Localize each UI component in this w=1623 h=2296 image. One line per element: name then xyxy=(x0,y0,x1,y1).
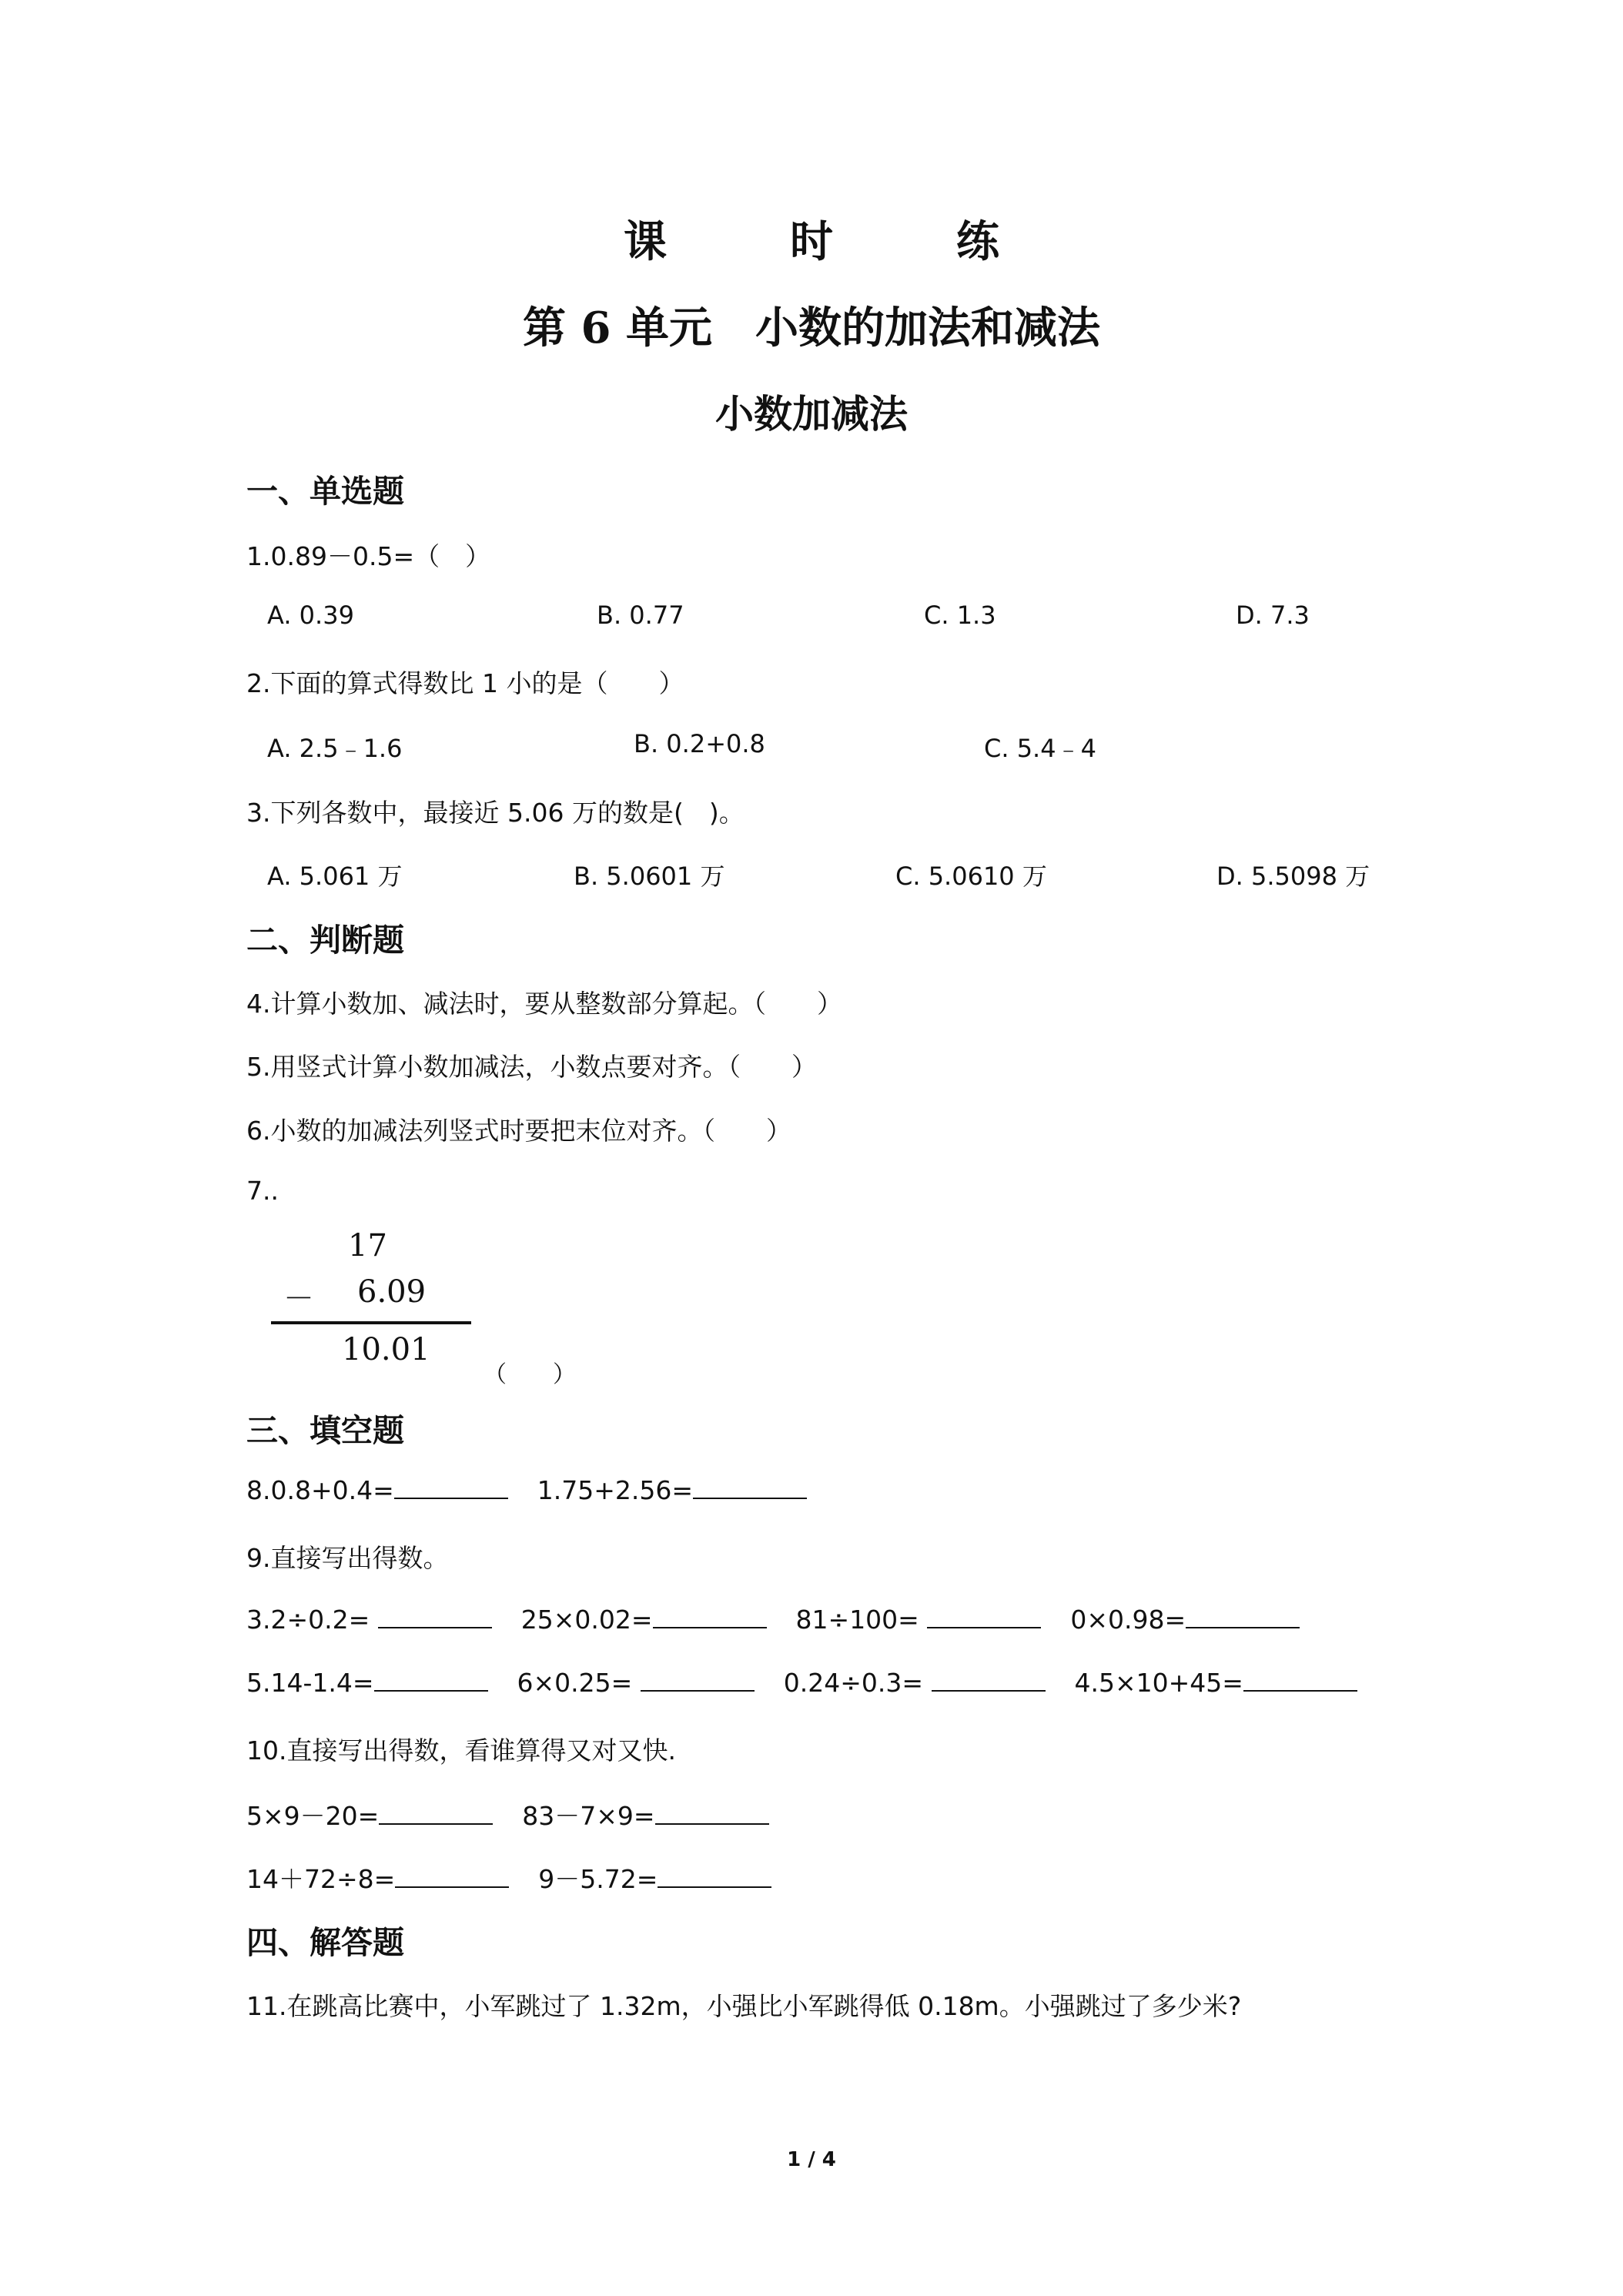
q9-expr: 25×0.02= xyxy=(520,1605,653,1635)
q2-option-c: C. 5.4﹣4 xyxy=(984,734,1096,763)
q9-expr: 3.2÷0.2= xyxy=(246,1605,378,1635)
answer-blank[interactable] xyxy=(658,1863,771,1888)
question-11: 11.在跳高比赛中，小军跳过了 1.32m，小强比小军跳得低 0.18m。小强跳过了多少米? xyxy=(246,1991,1242,2021)
answer-blank[interactable] xyxy=(655,1800,769,1825)
q10-expr: 83－7×9= xyxy=(522,1801,655,1831)
q1-option-b: B. 0.77 xyxy=(597,601,684,630)
q1-option-d: D. 7.3 xyxy=(1236,601,1310,630)
answer-blank[interactable] xyxy=(1243,1667,1357,1692)
question-7-answer-paren: （ ） xyxy=(484,1361,576,1388)
q9-expr: 0.24÷0.3= xyxy=(783,1668,932,1698)
vertical-subtrahend: 6.09 xyxy=(357,1274,427,1310)
q9-expr: 5.14-1.4= xyxy=(246,1668,374,1698)
q10-row-2 xyxy=(246,1859,771,1896)
lesson-title: 小数加减法 xyxy=(715,391,908,437)
q2-option-b: B. 0.2+0.8 xyxy=(634,729,765,758)
question-2: 2.下面的算式得数比 1 小的是（ ） xyxy=(246,668,684,698)
q3-option-d: D. 5.5098 万 xyxy=(1216,862,1370,891)
q9-expr: 6×0.25= xyxy=(517,1668,641,1698)
answer-blank[interactable] xyxy=(395,1863,509,1888)
question-5: 5.用竖式计算小数加减法，小数点要对齐。（ ） xyxy=(246,1052,817,1082)
q10-expr: 9－5.72= xyxy=(538,1864,658,1894)
vertical-divider-line xyxy=(271,1321,471,1324)
q10-row-1 xyxy=(246,1796,769,1832)
answer-blank[interactable] xyxy=(378,1604,492,1628)
q9-expr: 0×0.98= xyxy=(1070,1605,1186,1635)
answer-blank[interactable] xyxy=(927,1604,1041,1628)
q10-expr: 5×9－20= xyxy=(246,1801,380,1831)
section-heading-word-problems: 四、解答题 xyxy=(246,1924,404,1961)
vertical-minus-sign: － xyxy=(283,1281,314,1317)
q3-option-b: B. 5.0601 万 xyxy=(574,862,725,891)
question-10: 10.直接写出得数，看谁算得又对又快. xyxy=(246,1735,676,1766)
section-heading-single-choice: 一、单选题 xyxy=(246,473,404,510)
vertical-minuend: 17 xyxy=(348,1228,387,1263)
answer-blank[interactable] xyxy=(1186,1604,1300,1628)
answer-blank[interactable] xyxy=(693,1474,807,1499)
q10-expr: 14＋72÷8= xyxy=(246,1864,396,1894)
q2-option-a: A. 2.5﹣1.6 xyxy=(267,734,403,763)
page-title: 课 时 练 xyxy=(624,216,1039,267)
q3-option-a: A. 5.061 万 xyxy=(267,862,403,891)
q3-option-c: C. 5.0610 万 xyxy=(895,862,1047,891)
answer-blank[interactable] xyxy=(394,1474,508,1499)
answer-blank[interactable] xyxy=(641,1667,755,1692)
question-6: 6.小数的加减法列竖式时要把末位对齐。（ ） xyxy=(246,1116,791,1146)
question-9: 9.直接写出得数。 xyxy=(246,1543,449,1573)
question-1: 1.0.89－0.5=（ ） xyxy=(246,541,491,571)
section-heading-true-false: 二、判断题 xyxy=(246,922,404,959)
question-4: 4.计算小数加、减法时，要从整数部分算起。（ ） xyxy=(246,989,842,1019)
q9-expr: 4.5×10+45= xyxy=(1074,1668,1243,1698)
question-7-label: 7.. xyxy=(246,1176,279,1206)
question-8 xyxy=(246,1474,807,1505)
answer-blank[interactable] xyxy=(653,1604,767,1628)
q8-expr-b: 1.75+2.56= xyxy=(537,1475,694,1505)
page-number: 1 / 4 xyxy=(787,2148,836,2171)
answer-blank[interactable] xyxy=(374,1667,488,1692)
answer-blank[interactable] xyxy=(932,1667,1046,1692)
q1-option-c: C. 1.3 xyxy=(924,601,996,630)
vertical-result: 10.01 xyxy=(342,1332,430,1367)
q8-expr-a: 8.0.8+0.4= xyxy=(246,1475,394,1505)
question-3: 3.下列各数中，最接近 5.06 万的数是( )。 xyxy=(246,798,745,828)
q9-row-1 xyxy=(246,1604,1300,1635)
section-heading-fill-blank: 三、填空题 xyxy=(246,1412,404,1449)
answer-blank[interactable] xyxy=(379,1800,493,1825)
unit-title: 第 6 单元 小数的加法和减法 xyxy=(523,303,1100,353)
q1-option-a: A. 0.39 xyxy=(267,601,354,630)
q9-expr: 81÷100= xyxy=(795,1605,928,1635)
q9-row-2 xyxy=(246,1667,1357,1698)
